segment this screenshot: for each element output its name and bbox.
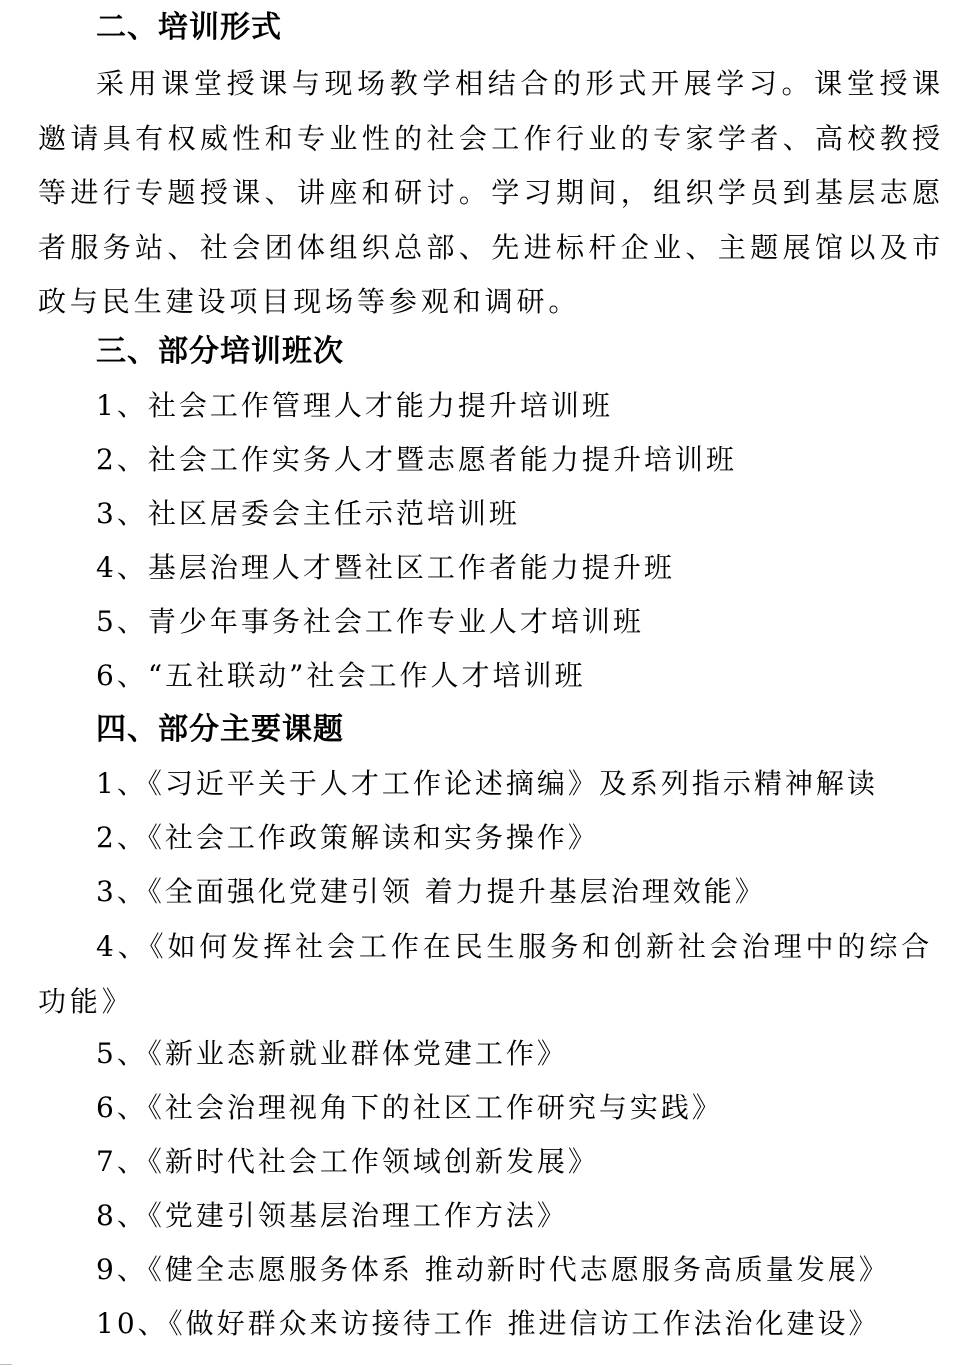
course-topic-item: 5、《新业态新就业群体党建工作》 [96, 1037, 568, 1070]
course-topic-item: 10、《做好群众来访接待工作 推进信访工作法治化建设》 [96, 1307, 880, 1340]
training-class-item: 2、社会工作实务人才暨志愿者能力提升培训班 [96, 443, 737, 476]
course-topic-item: 7、《新时代社会工作领域创新发展》 [96, 1145, 599, 1178]
course-topic-item: 6、《社会治理视角下的社区工作研究与实践》 [96, 1091, 723, 1124]
course-topic-item: 1、《习近平关于人才工作论述摘编》及系列指示精神解读 [96, 767, 878, 800]
course-topic-item: 2、《社会工作政策解读和实务操作》 [96, 821, 599, 854]
section-2-heading: 二、培训形式 [96, 10, 282, 45]
course-topic-item: 4、《如何发挥社会工作在民生服务和创新社会治理中的综合功能》 [38, 930, 934, 1018]
training-class-item: 4、基层治理人才暨社区工作者能力提升班 [96, 551, 675, 584]
training-class-item: 1、社会工作管理人才能力提升培训班 [96, 389, 613, 422]
course-topic-item: 9、《健全志愿服务体系 推动新时代志愿服务高质量发展》 [96, 1253, 890, 1286]
section-3-heading: 三、部分培训班次 [96, 334, 344, 369]
course-topic-item: 8、《党建引领基层治理工作方法》 [96, 1199, 568, 1232]
training-class-item: 3、社区居委会主任示范培训班 [96, 497, 520, 530]
page-edge-divider [0, 1364, 12, 1369]
course-topic-item: 3、《全面强化党建引领 着力提升基层治理效能》 [96, 875, 766, 908]
training-class-item: 6、“五社联动”社会工作人才培训班 [96, 659, 586, 692]
section-4-heading: 四、部分主要课题 [96, 712, 344, 747]
section-2-paragraph: 采用课堂授课与现场教学相结合的形式开展学习。课堂授课邀请具有权威性和专业性的社会工作行业的专家学者、高校教授等进行专题授课、讲座和研讨。学习期间，组织学员到基层志愿者服务站、社会团体组织总部、先进标杆企业、主题展馆以及市政与民生建设项目现场等参观和调研。 [38, 67, 944, 319]
training-class-item: 5、青少年事务社会工作专业人才培训班 [96, 605, 644, 638]
